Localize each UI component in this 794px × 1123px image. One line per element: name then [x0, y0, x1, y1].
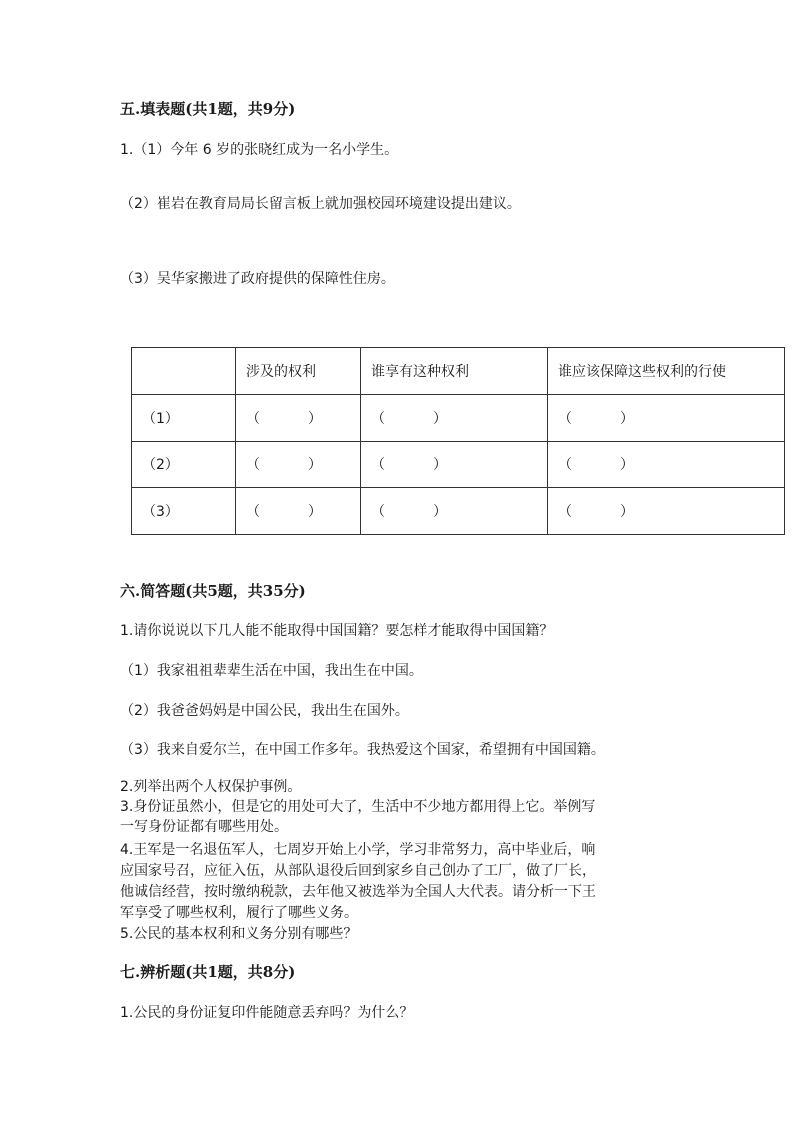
table-header-cell: 涉及的权利 [236, 348, 361, 395]
answer-blank[interactable]: （ ） [361, 394, 548, 441]
question-5-1-item-3: （3）吴华家搬进了政府提供的保障性住房。 [120, 271, 395, 287]
question-6-4-line-3: 他诚信经营，按时缴纳税款，去年他又被选举为全国人大代表。请分析一下王 [120, 884, 596, 900]
section-5-heading: 五.填表题(共1题，共9分) [120, 100, 296, 118]
question-6-4-line-1: 4.王军是一名退伍军人，七周岁开始上小学，学习非常努力，高中毕业后，响 [120, 842, 596, 858]
question-6-1-case-3: （3）我来自爱尔兰，在中国工作多年。我热爱这个国家，希望拥有中国国籍。 [120, 742, 605, 758]
answer-blank[interactable]: （ ） [236, 394, 361, 441]
question-6-3-line-2: 一写身份证都有哪些用处。 [120, 819, 288, 835]
question-7-1: 1.公民的身份证复印件能随意丢弃吗？为什么？ [120, 1005, 414, 1021]
question-6-4-line-2: 应国家号召，应征入伍，从部队退役后回到家乡自己创办了工厂，做了厂长， [120, 863, 596, 879]
row-label: （3） [132, 488, 236, 535]
table-header-cell: 谁享有这种权利 [361, 348, 548, 395]
table-row [132, 441, 785, 488]
fill-in-table [131, 347, 785, 535]
question-6-4-line-4: 军享受了哪些权利，履行了哪些义务。 [120, 905, 358, 921]
answer-blank[interactable]: （ ） [548, 441, 785, 488]
table-row [132, 394, 785, 441]
question-6-1-case-2: （2）我爸爸妈妈是中国公民，我出生在国外。 [120, 703, 409, 719]
table-header-row [132, 348, 785, 395]
answer-blank[interactable]: （ ） [236, 488, 361, 535]
row-label: （1） [132, 394, 236, 441]
row-label: （2） [132, 441, 236, 488]
answer-blank[interactable]: （ ） [548, 394, 785, 441]
answer-blank[interactable]: （ ） [361, 488, 548, 535]
table-header-cell [132, 348, 236, 395]
table-row [132, 488, 785, 535]
answer-blank[interactable]: （ ） [548, 488, 785, 535]
question-6-1: 1.请你说说以下几人能不能取得中国国籍？要怎样才能取得中国国籍？ [120, 623, 554, 639]
table-header-cell: 谁应该保障这些权利的行使 [548, 348, 785, 395]
question-5-1-item-2: （2）崔岩在教育局局长留言板上就加强校园环境建设提出建议。 [120, 196, 521, 212]
section-7-heading: 七.辨析题(共1题，共8分) [120, 963, 296, 981]
question-6-1-case-1: （1）我家祖祖辈辈生活在中国，我出生在中国。 [120, 663, 423, 679]
answer-blank[interactable]: （ ） [236, 441, 361, 488]
question-6-3-line-1: 3.身份证虽然小，但是它的用处可大了，生活中不少地方都用得上它。举例写 [120, 799, 596, 815]
question-6-2: 2.列举出两个人权保护事例。 [120, 779, 302, 795]
question-5-1-intro: 1.（1）今年 6 岁的张晓红成为一名小学生。 [120, 142, 399, 158]
section-6-heading: 六.简答题(共5题，共35分) [120, 582, 306, 600]
answer-blank[interactable]: （ ） [361, 441, 548, 488]
question-6-5: 5.公民的基本权利和义务分别有哪些？ [120, 926, 358, 942]
